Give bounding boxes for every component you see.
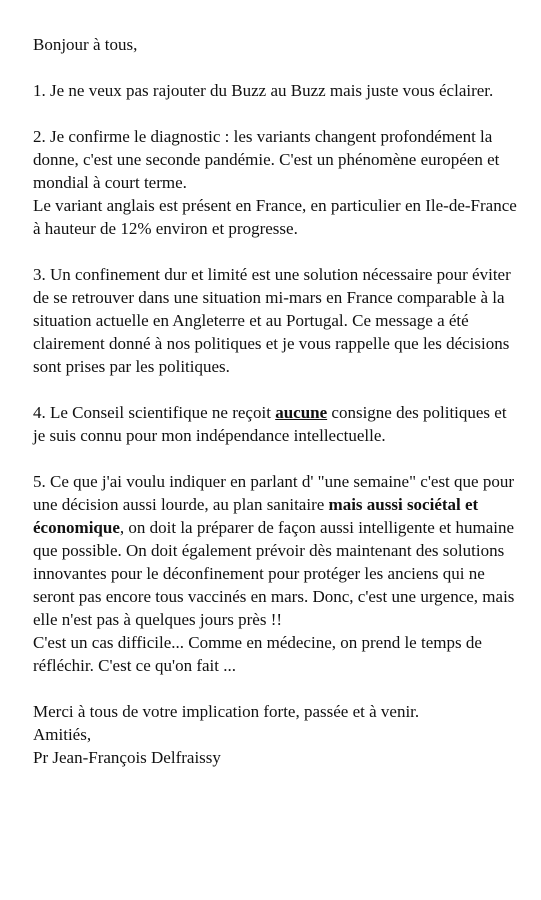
sign-off: Amitiés, xyxy=(33,725,92,744)
paragraph-5-text-start: 5. Ce que j'ai voulu indiquer en parlant d' "une semaine" c'est que pour une décision aussi lourde, au plan sanitaire xyxy=(33,472,514,514)
paragraph-2: 2. Je confirme le diagnostic : les variants changent profondément la donne, c'est une seconde pandémie. C'est un phénomène européen et mondial à court terme. xyxy=(33,127,500,192)
paragraph-4 xyxy=(33,401,523,447)
paragraph-5-continued: C'est un cas difficile... Comme en médecine, on prend le temps de réfléchir. C'est ce qu'on fait ... xyxy=(33,633,482,675)
closing: Merci à tous de votre implication forte, passée et à venir. xyxy=(33,702,420,721)
paragraph-5 xyxy=(33,470,523,631)
paragraph-5-text-end: , on doit la préparer de façon aussi intelligente et humaine que possible. On doit également prévoir dès maintenant des solutions innovantes pour le déconfinement pour protéger les anciens qui ne seront pas encore tous vaccinés en mars. Donc, c'est une urgence, mais elle n'est pas à quelques jours près !! xyxy=(33,518,515,629)
paragraph-3: 3. Un confinement dur et limité est une solution nécessaire pour éviter de se retrouver dans une situation mi-mars en France comparable à la situation actuelle en Angleterre et au Portugal. Ce message a été clairement donné à nos politiques et je vous rappelle que les décisions sont prises par les politiques. xyxy=(33,265,511,376)
greeting: Bonjour à tous, xyxy=(33,35,138,54)
paragraph-4-text-end: consigne des politiques et je suis connu pour mon indépendance intellectuelle. xyxy=(33,403,507,445)
paragraph-5-emphasis: mais aussi sociétal et économique xyxy=(33,495,479,537)
paragraph-1: 1. Je ne veux pas rajouter du Buzz au Buzz mais juste vous éclairer. xyxy=(33,81,494,100)
paragraph-4-emphasis: aucune xyxy=(275,403,328,422)
paragraph-4-text-start: 4. Le Conseil scientifique ne reçoit xyxy=(33,403,276,422)
signature: Pr Jean-François Delfraissy xyxy=(33,748,221,767)
paragraph-2-continued: Le variant anglais est présent en France, en particulier en Ile-de-France à hauteur de 12% environ et progresse. xyxy=(33,196,517,238)
